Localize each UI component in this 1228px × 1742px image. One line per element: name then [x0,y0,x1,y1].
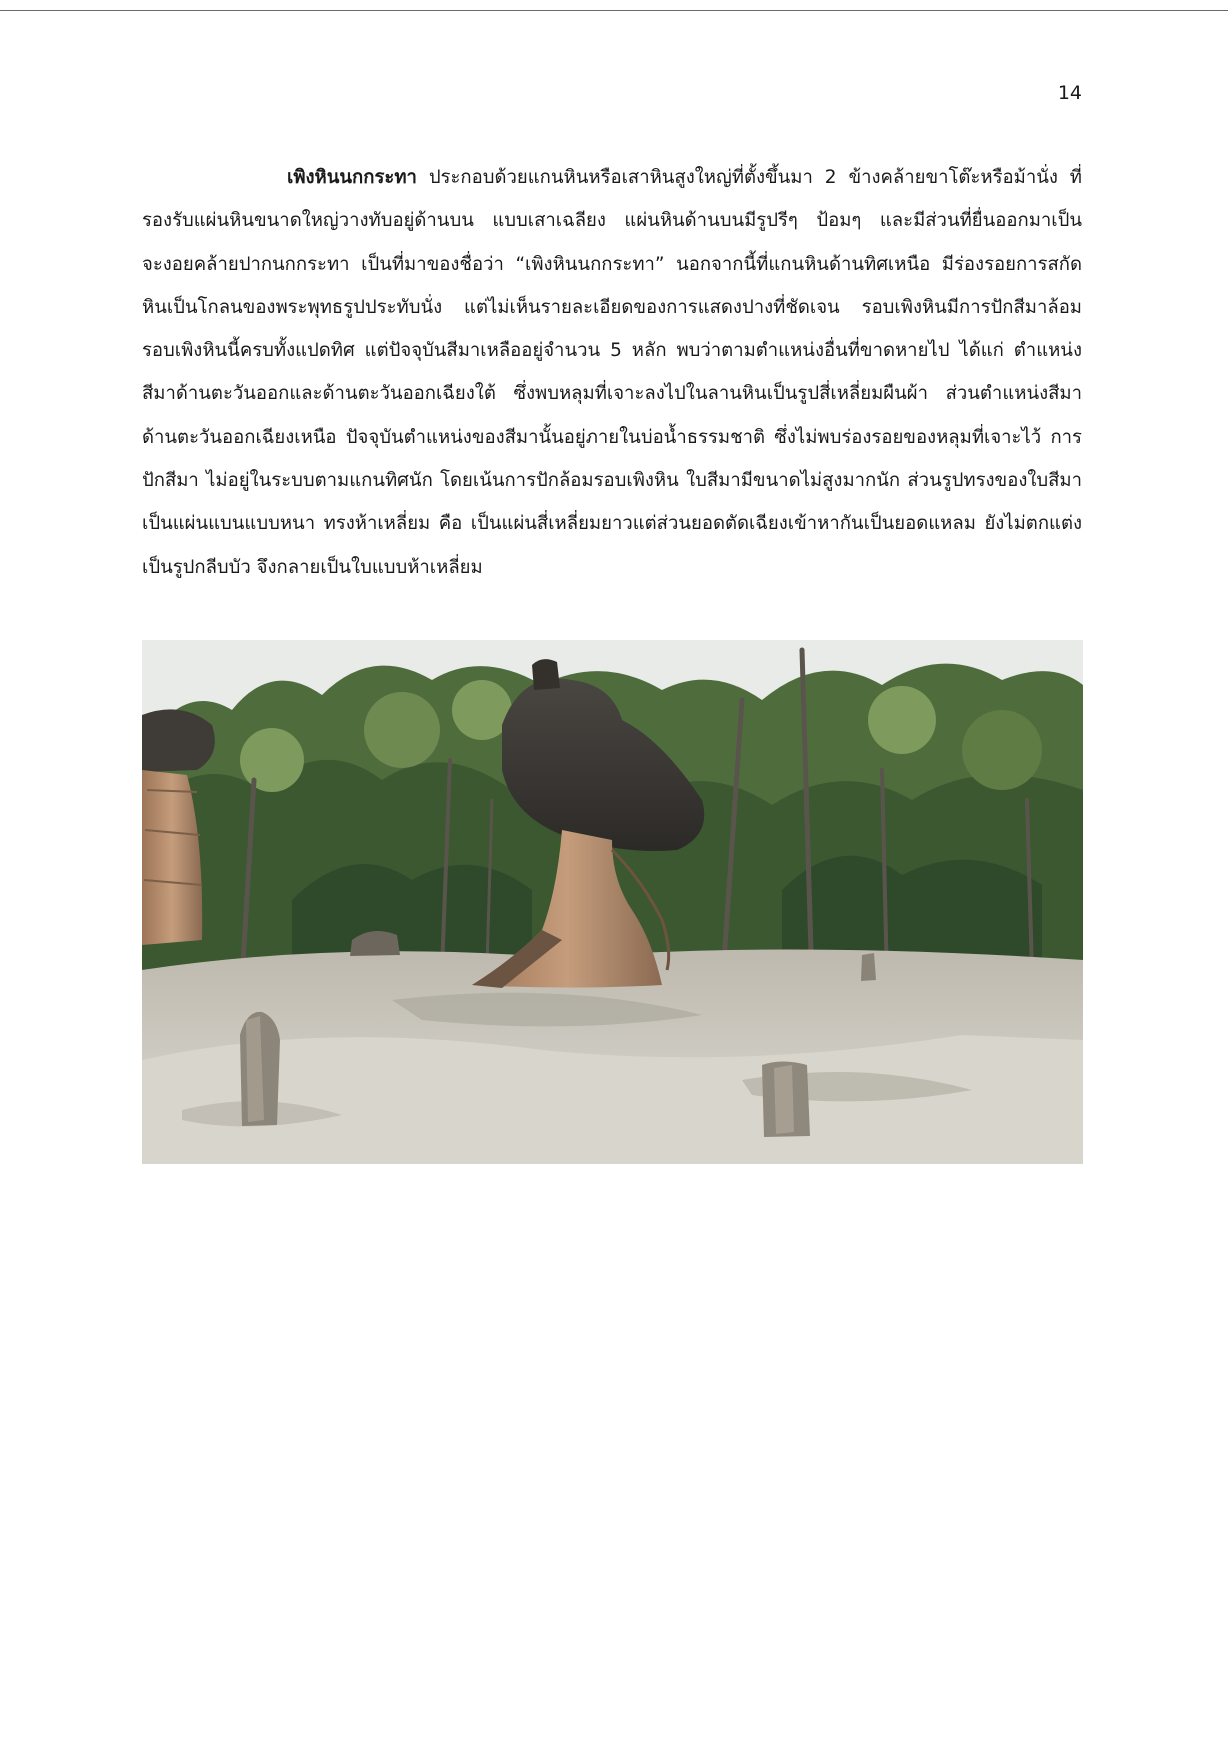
paragraph-lead-term: เพิงหินนกกระทา [287,167,417,188]
paragraph-body-text: ประกอบด้วยแกนหินหรือเสาหินสูงใหญ่ที่ตั้งขึ้นมา 2 ข้างคล้ายขาโต๊ะหรือม้านั่ง ที่รองรับแผ่นหินขนาดใหญ่วางทับอยู่ด้านบน แบบเสาเฉลียง แผ่นหินด้านบนมีรูปรีๆ ป้อมๆ และมีส่วนที่ยื่นออกมาเป็นจะงอยคล้ายปากนกกระทา เป็นที่มาของชื่อว่า “เพิงหินนกกระทา” นอกจากนี้ที่แกนหินด้านทิศเหนือ มีร่องรอยการสกัดหินเป็นโกลนของพระพุทธรูปประทับนั่ง แต่ไม่เห็นรายละเอียดของการแสดงปางที่ชัดเจน รอบเพิงหินมีการปักสีมาล้อมรอบเพิงหินนี้ครบทั้งแปดทิศ แต่ปัจจุบันสีมาเหลืออยู่จำนวน 5 หลัก พบว่าตามตำแหน่งอื่นที่ขาดหายไป ได้แก่ ตำแหน่งสีมาด้านตะวันออกและด้านตะวันออกเฉียงใต้ ซึ่งพบหลุมที่เจาะลงไปในลานหินเป็นรูปสี่เหลี่ยมผืนผ้า ส่วนตำแหน่งสีมาด้านตะวันออกเฉียงเหนือ ปัจจุบันตำแหน่งของสีมานั้นอยู่ภายในบ่อน้ำธรรมชาติ ซึ่งไม่พบร่องรอยของหลุมที่เจาะไว้ การปักสีมา ไม่อยู่ในระบบตามแกนทิศนัก โดยเน้นการปักล้อมรอบเพิงหิน ใบสีมามีขนาดไม่สูงมากนัก ส่วนรูปทรงของใบสีมา เป็นแผ่นแบนแบบหนา ทรงห้าเหลี่ยม คือ เป็นแผ่นสี่เหลี่ยมยาวแต่ส่วนยอดตัดเฉียงเข้าหากันเป็นยอดแหลม ยังไม่ตกแต่งเป็นรูปกลีบบัว จึงกลายเป็นใบแบบห้าเหลี่ยม [142,167,1082,578]
rock-shelter-photo [142,640,1083,1164]
body-paragraph [142,156,1082,589]
page-number: 14 [1057,82,1082,104]
top-rule [0,10,1228,11]
